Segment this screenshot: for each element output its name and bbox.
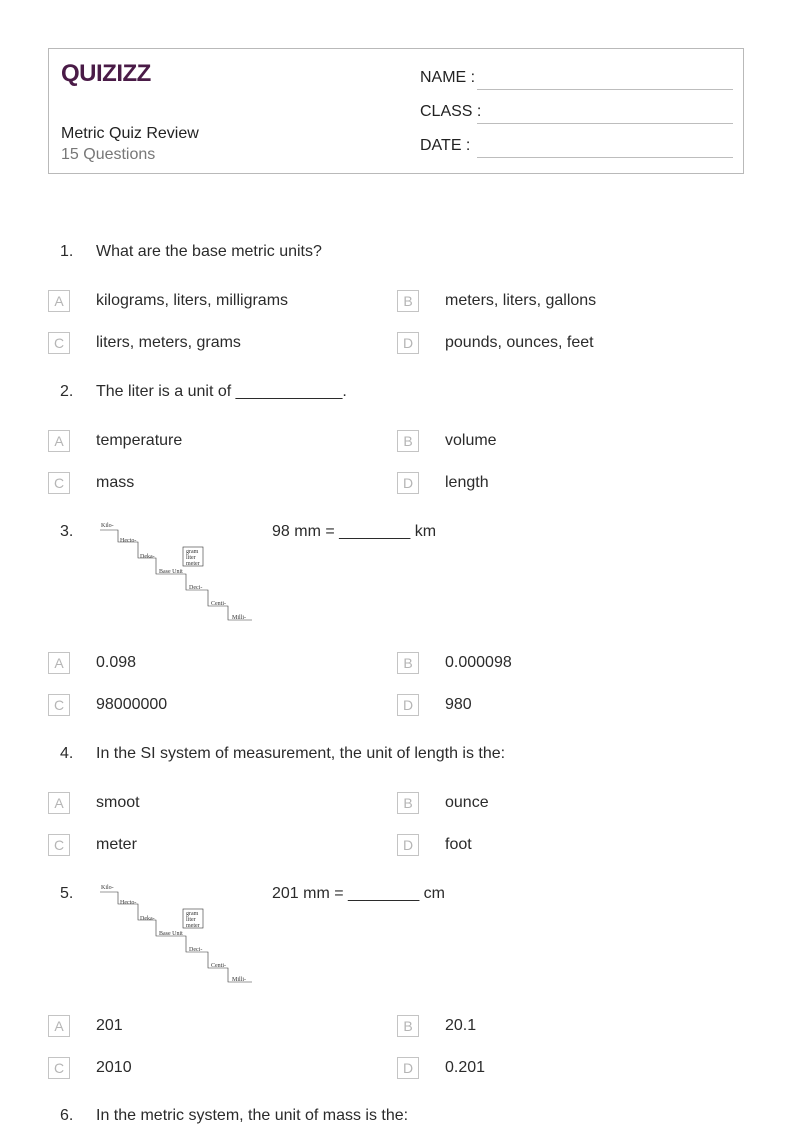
option-d-text: length — [445, 474, 489, 491]
option-d-box[interactable]: D — [397, 694, 419, 716]
question-text: 98 mm = ________ km — [272, 523, 437, 540]
option-d-box[interactable]: D — [397, 472, 419, 494]
option-a-box[interactable]: A — [48, 1015, 70, 1037]
question-number: 6. — [60, 1107, 74, 1124]
option-d-text: pounds, ounces, feet — [445, 334, 594, 351]
question-text: In the SI system of measurement, the unit of length is the: — [96, 745, 506, 762]
step-label: Centi- — [211, 963, 226, 969]
step-label: Kilo- — [101, 523, 114, 529]
step-label: Base Unit — [159, 569, 183, 575]
option-c-text: meter — [96, 836, 137, 853]
option-b-box[interactable]: B — [397, 290, 419, 312]
question-text: What are the base metric units? — [96, 243, 322, 260]
option-d-box[interactable]: D — [397, 1057, 419, 1079]
name-line[interactable] — [477, 89, 733, 90]
svg-text:QUIZIZZ: QUIZIZZ — [61, 60, 151, 87]
question-text: 201 mm = ________ cm — [272, 885, 445, 902]
step-label: Deci- — [189, 947, 203, 953]
class-label: CLASS : — [420, 103, 482, 120]
question-number: 3. — [60, 523, 74, 540]
option-c-text: 98000000 — [96, 696, 168, 713]
option-d-box[interactable]: D — [397, 834, 419, 856]
worksheet-header — [48, 48, 744, 174]
base-unit-word: meter — [186, 561, 200, 567]
base-unit-word: gram — [186, 549, 199, 555]
option-b-box[interactable]: B — [397, 1015, 419, 1037]
option-d-box[interactable]: D — [397, 332, 419, 354]
question-number: 5. — [60, 885, 74, 902]
option-a-box[interactable]: A — [48, 652, 70, 674]
metric-staircase-diagram — [98, 882, 254, 984]
step-label: Centi- — [211, 601, 226, 607]
question-number: 1. — [60, 243, 74, 260]
quizizz-logo — [61, 59, 153, 87]
option-c-box[interactable]: C — [48, 694, 70, 716]
option-c-box[interactable]: C — [48, 1057, 70, 1079]
option-c-text: liters, meters, grams — [96, 334, 241, 351]
option-b-text: ounce — [445, 794, 489, 811]
name-label: NAME : — [420, 69, 476, 86]
step-label: Deka- — [140, 916, 155, 922]
option-b-box[interactable]: B — [397, 652, 419, 674]
option-b-text: 0.000098 — [445, 654, 512, 671]
question-text: In the metric system, the unit of mass is the: — [96, 1107, 409, 1124]
step-label: Milli- — [232, 615, 247, 621]
option-a-box[interactable]: A — [48, 290, 70, 312]
option-b-text: 20.1 — [445, 1017, 477, 1034]
option-a-text: 0.098 — [96, 654, 137, 671]
date-line[interactable] — [477, 157, 733, 158]
option-b-text: volume — [445, 432, 497, 449]
base-unit-word: meter — [186, 923, 200, 929]
option-c-text: mass — [96, 474, 135, 491]
question-count: 15 Questions — [61, 146, 156, 163]
base-unit-word: liter — [186, 917, 196, 923]
step-label: Hecto- — [120, 538, 137, 544]
option-c-text: 2010 — [96, 1059, 132, 1076]
option-a-text: 201 — [96, 1017, 123, 1034]
option-a-text: kilograms, liters, milligrams — [96, 292, 289, 309]
option-b-text: meters, liters, gallons — [445, 292, 597, 309]
metric-staircase-diagram — [98, 520, 254, 622]
option-b-box[interactable]: B — [397, 430, 419, 452]
option-c-box[interactable]: C — [48, 834, 70, 856]
base-unit-word: liter — [186, 555, 196, 561]
option-c-box[interactable]: C — [48, 472, 70, 494]
option-d-text: 0.201 — [445, 1059, 486, 1076]
base-unit-word: gram — [186, 911, 199, 917]
step-label: Hecto- — [120, 900, 137, 906]
option-c-box[interactable]: C — [48, 332, 70, 354]
option-d-text: foot — [445, 836, 472, 853]
option-a-box[interactable]: A — [48, 430, 70, 452]
option-a-text: temperature — [96, 432, 183, 449]
question-text: The liter is a unit of ____________. — [96, 383, 347, 400]
step-label: Milli- — [232, 977, 247, 983]
step-label: Deci- — [189, 585, 203, 591]
step-label: Kilo- — [101, 885, 114, 891]
date-label: DATE : — [420, 137, 471, 154]
step-label: Deka- — [140, 554, 155, 560]
option-a-box[interactable]: A — [48, 792, 70, 814]
option-a-text: smoot — [96, 794, 140, 811]
option-d-text: 980 — [445, 696, 472, 713]
question-number: 2. — [60, 383, 74, 400]
worksheet-title: Metric Quiz Review — [61, 125, 199, 142]
option-b-box[interactable]: B — [397, 792, 419, 814]
question-number: 4. — [60, 745, 74, 762]
step-label: Base Unit — [159, 931, 183, 937]
class-line[interactable] — [477, 123, 733, 124]
